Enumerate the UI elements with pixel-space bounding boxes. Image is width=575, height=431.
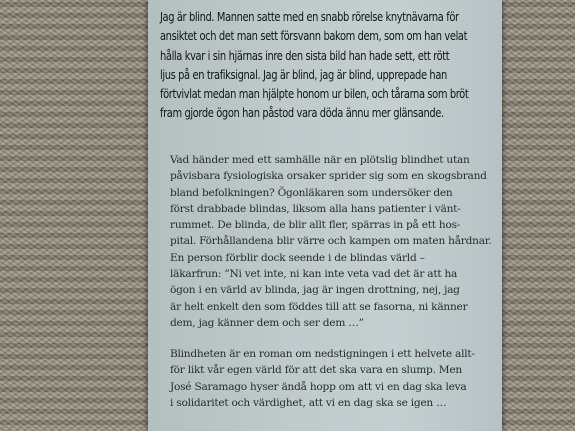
blurb-line: påvisbara fysiologiska orsaker sprider sig som en skogsbrand [170, 170, 487, 183]
blurb-line: dem, jag känner dem och ser dem …” [170, 316, 364, 329]
cover-quote [160, 8, 497, 124]
blurb-line: ögon i en värld av blinda, jag är ingen drottning, nej, jag [170, 284, 460, 297]
blurb-line: Blindheten är en roman om nedstigningen i ett helvete allt- [170, 348, 475, 360]
blurb-line: för likt vår egen värld för att det ska vara en slump. Men [170, 364, 462, 377]
rug-background-right [502, 0, 575, 431]
book-back-cover [148, 0, 502, 431]
blurb-line: i solidaritet och värdighet, att vi en dag ska se igen … [170, 396, 447, 409]
blurb-paragraph-1 [170, 152, 492, 331]
blurb-line: rummet. De blinda, de blir allt fler, spärras in på ett hos- [170, 219, 461, 232]
blurb-line: är helt enkelt den som föddes till att se fasorna, ni känner [170, 300, 468, 313]
blurb-line: En person förblir dock seende i de blindas värld – [170, 251, 425, 264]
quote-line: hålla kvar i sin hjärnas inre den sista bild han hade sett, ett rött [160, 48, 450, 64]
quote-line: Jag är blind. Mannen satte med en snabb rörelse knytnävarna för [160, 10, 459, 25]
quote-line: fram gjorde ögon han påstod vara döda ännu mer glänsande. [160, 106, 444, 122]
blurb-line: pital. Förhållandena blir värre och kampen om maten hårdnar. [170, 235, 492, 248]
blurb-line: läkarfrun: ”Ni vet inte, ni kan inte veta vad det är att ha [170, 268, 458, 281]
rug-background-left [0, 0, 148, 431]
blurb-line: bland befolkningen? Ögonläkaren som undersöker den [170, 186, 453, 199]
quote-line: ansiktet och det man sett försvann bakom dem, som om han velat [160, 29, 468, 45]
blurb-line: Vad händer med ett samhälle när en plötslig blindhet utan [170, 154, 470, 166]
blurb-paragraph-2 [170, 346, 480, 411]
blurb-line: José Saramago hyser ändå hopp om att vi en dag ska leva [170, 380, 467, 393]
blurb-line: först drabbade blindas, liksom alla hans patienter i vänt- [170, 202, 461, 215]
quote-line: förtvivlat medan man hjälpte honom ur bilen, och tårarna som bröt [160, 87, 469, 103]
quote-line: ljus på en trafiksignal. Jag är blind, jag är blind, upprepade han [160, 67, 447, 83]
